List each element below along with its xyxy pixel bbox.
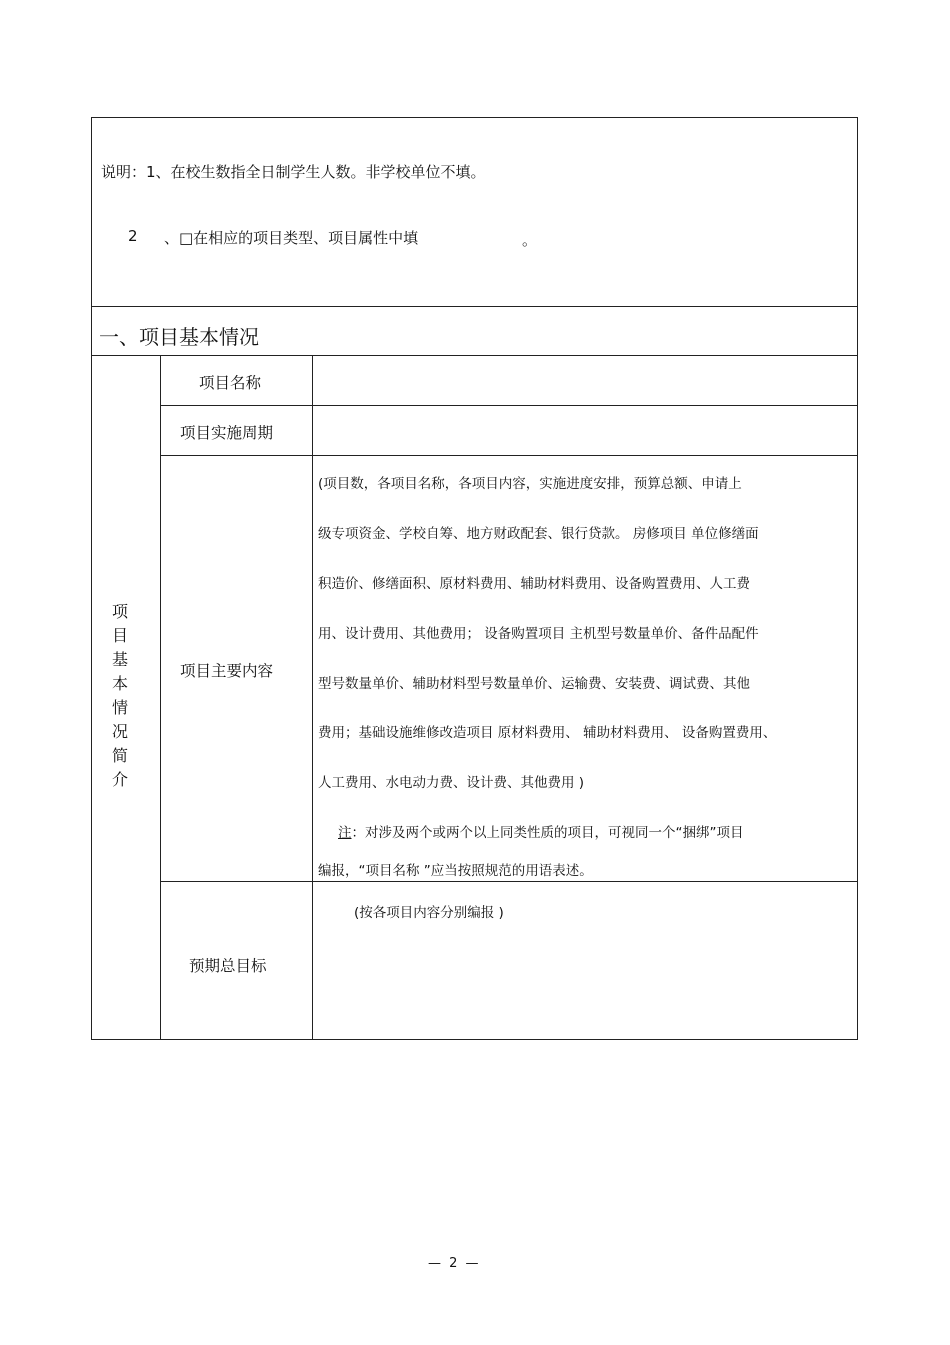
content-note-label: 注 (338, 825, 352, 841)
content-line: (项目数，各项目名称，各项目内容，实施进度安排，预算总额、申请上 (318, 476, 742, 492)
project-period-value[interactable] (322, 421, 842, 443)
group-label-char: 介 (111, 770, 128, 789)
divider-notes-bottom (91, 306, 858, 307)
project-name-value[interactable] (322, 371, 842, 393)
content-line: 费用；基础设施维修改造项目 原材料费用、 辅助材料费用、 设备购置费用、 (318, 725, 777, 741)
note-line-2-number: 2 (128, 227, 138, 245)
note-line-1: 说明：1、在校生数指全日制学生人数。非学校单位不填。 (101, 163, 486, 181)
divider-row-name (160, 405, 858, 406)
group-label-char: 况 (111, 722, 128, 741)
group-label-char: 简 (111, 746, 128, 765)
group-label-char: 目 (111, 626, 128, 645)
goal-hint[interactable]: (按各项目内容分别编报 ) (354, 905, 504, 921)
project-content-label: 项目主要内容 (180, 662, 274, 680)
project-name-label: 项目名称 (199, 374, 262, 392)
project-period-label: 项目实施周期 (180, 424, 274, 442)
divider-col-label (312, 355, 313, 1040)
divider-col-group (160, 355, 161, 1040)
content-line: 型号数量单价、辅助材料型号数量单价、运输费、安装费、调试费、其他 (318, 676, 750, 692)
divider-row-content (160, 881, 858, 882)
content-note-line-2: 编报，“项目名称 ”应当按照规范的用语表述。 (318, 863, 593, 879)
content-note-text: ：对涉及两个或两个以上同类性质的项目，可视同一个“捆绑”项目 (351, 825, 744, 841)
note-line-2-text: 、□在相应的项目类型、项目属性中填 (164, 229, 419, 247)
group-label-char: 基 (111, 650, 128, 669)
content-line: 级专项资金、学校自筹、地方财政配套、银行贷款。 房修项目 单位修缮面 (318, 526, 759, 542)
group-label-vertical (108, 600, 132, 792)
section-title: 一、项目基本情况 (99, 325, 259, 349)
note-line-2-end: 。 (522, 231, 538, 249)
content-line: 积造价、修缮面积、原材料费用、辅助材料费用、设备购置费用、人工费 (318, 576, 750, 592)
content-line: 人工费用、水电动力费、设计费、其他费用 ) (318, 775, 585, 791)
group-label-char: 项 (111, 602, 128, 621)
divider-row-period (160, 455, 858, 456)
project-goal-label: 预期总目标 (189, 957, 267, 975)
page-number: — 2 — (428, 1256, 481, 1271)
content-line: 用、设计费用、其他费用； 设备购置项目 主机型号数量单价、备件品配件 (318, 626, 759, 642)
content-note (338, 821, 744, 841)
group-label-char: 情 (111, 698, 128, 717)
group-label-char: 本 (111, 674, 128, 693)
divider-section-bottom (91, 355, 858, 356)
